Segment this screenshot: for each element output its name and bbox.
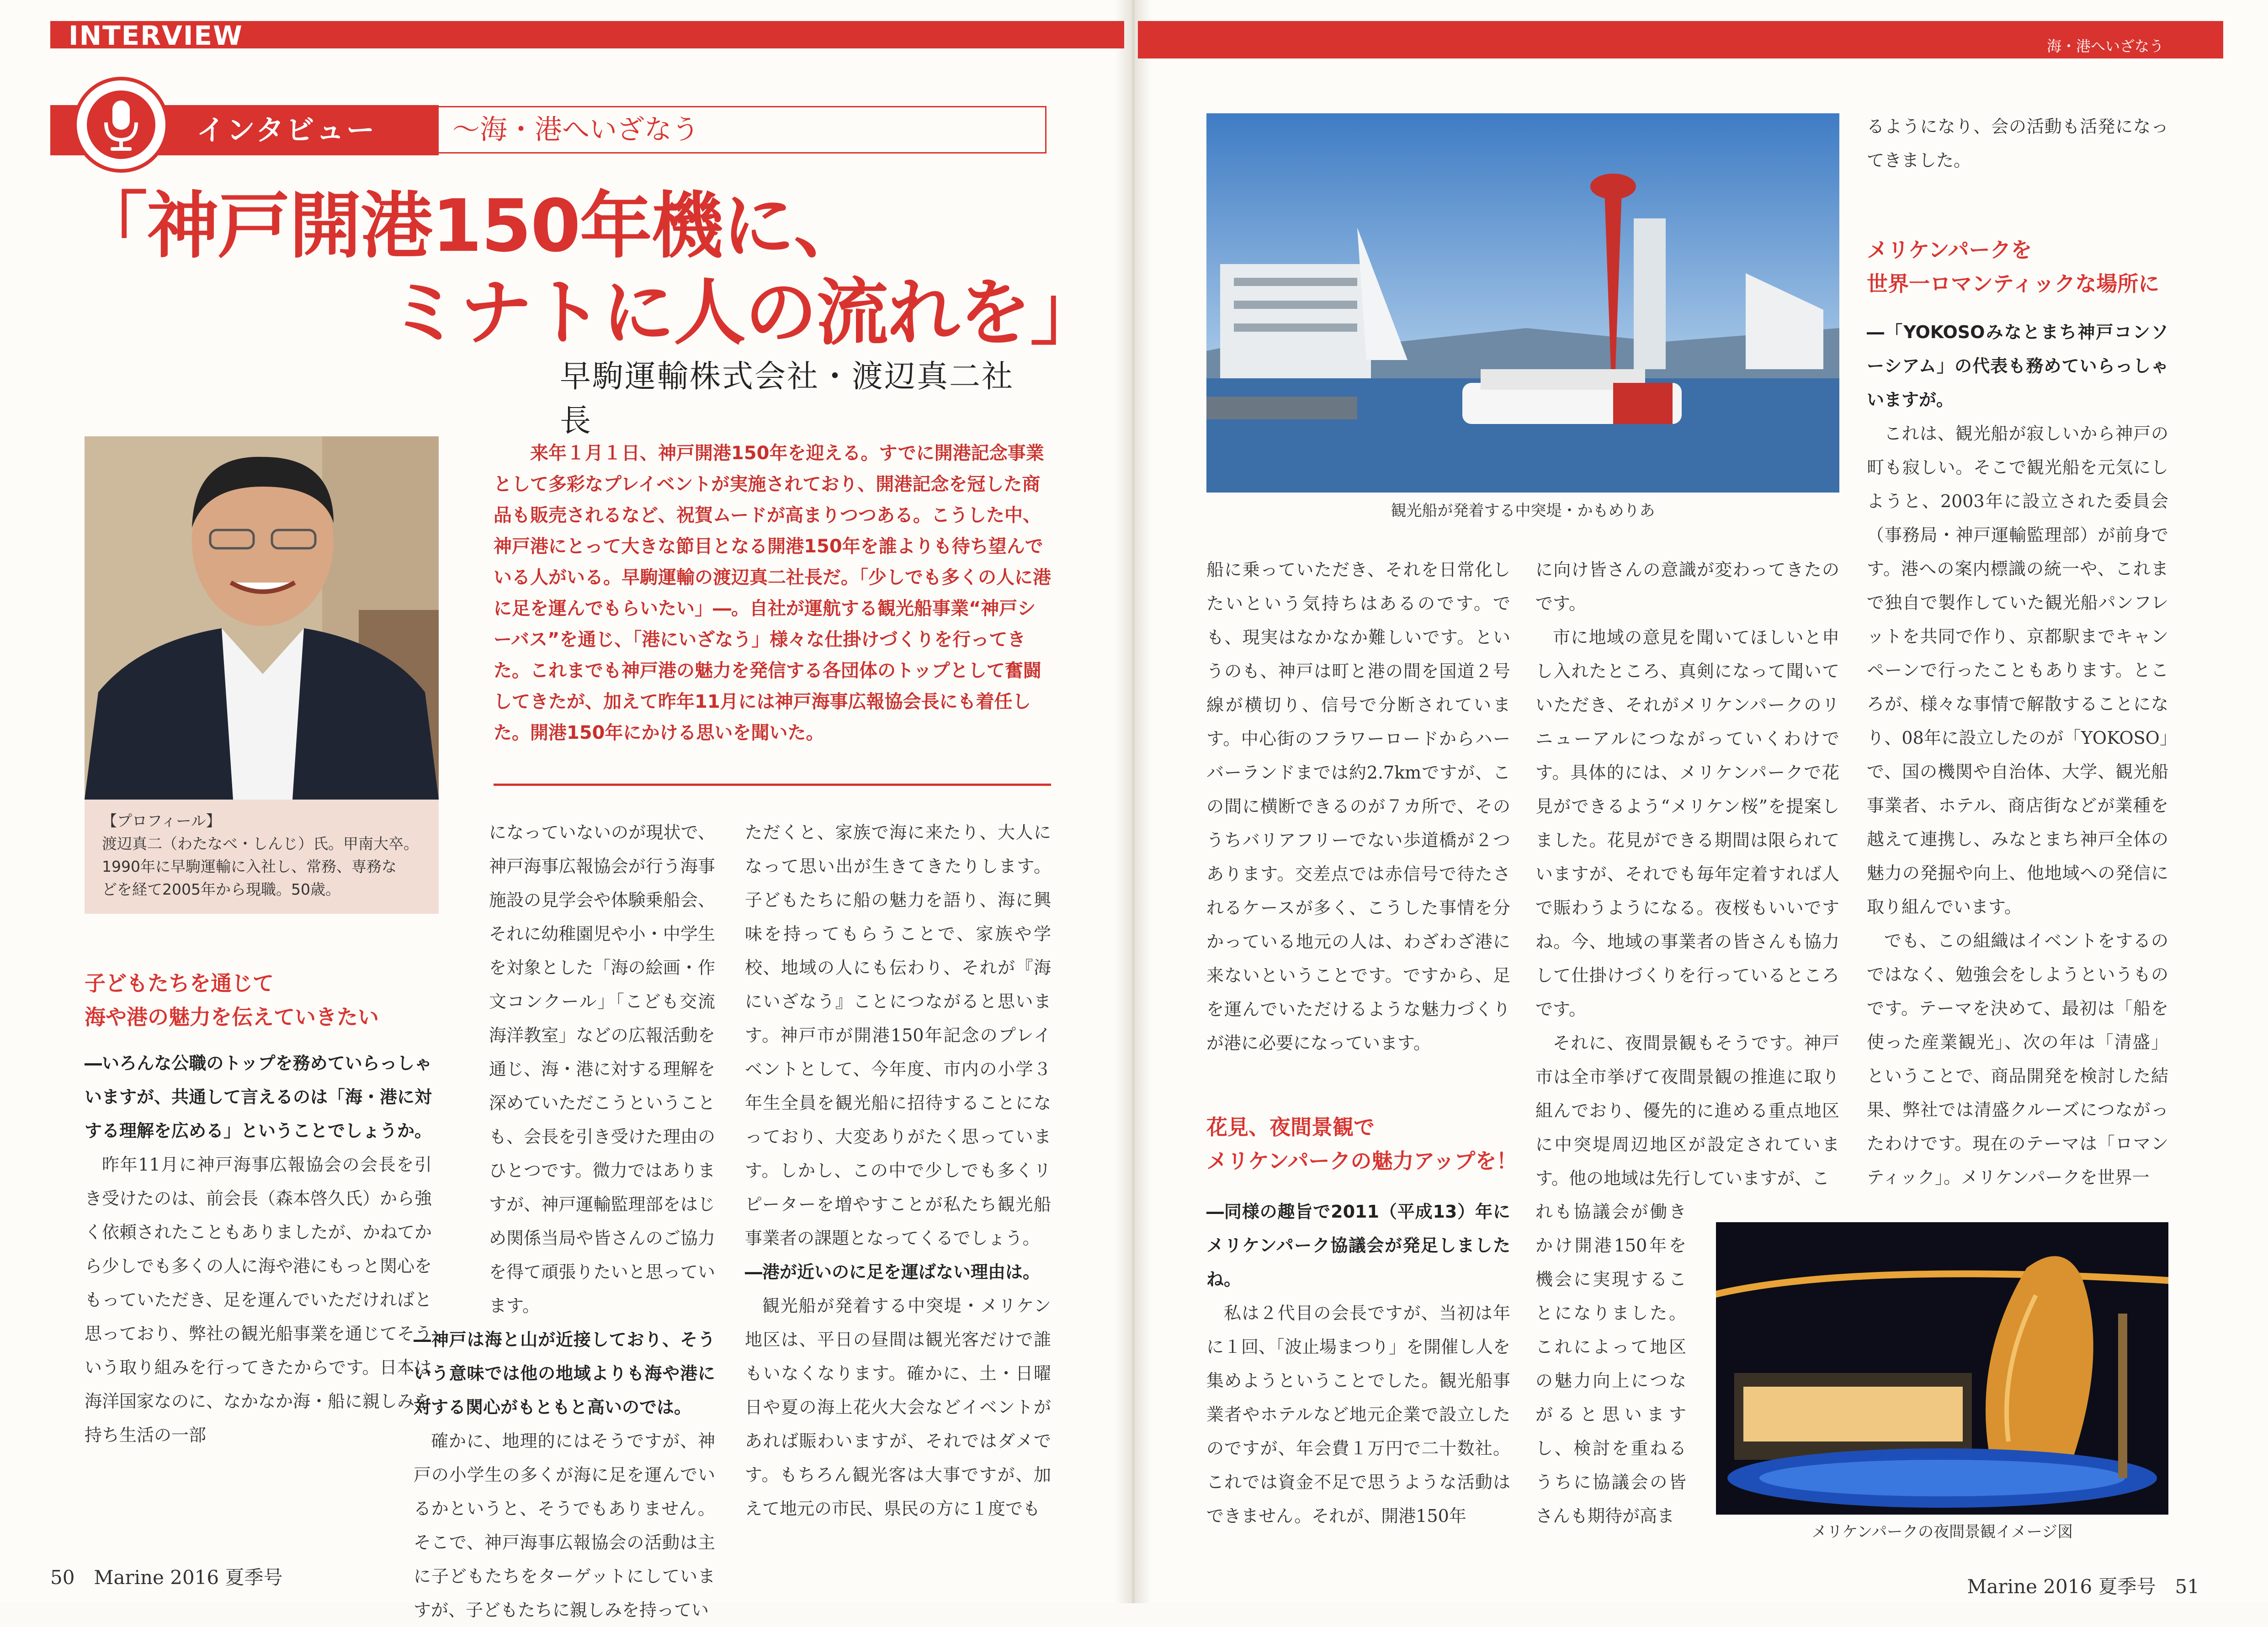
body-column-2 <box>414 816 715 1627</box>
right-header-tag: 海・港へいざなう <box>2046 37 2164 55</box>
section-heading-line: 子どもたちを通じて <box>85 971 274 996</box>
body-column-4 <box>1206 553 1510 1060</box>
body-column-3 <box>745 816 1051 1526</box>
question: ―神戸は海と山が近接しており、そういう意味では他の地域よりも海や港に対する関心がもともと高いのでは。 <box>414 1330 715 1417</box>
section-header-bar <box>50 20 1124 51</box>
answer: になっていないのが現状で、神戸海事広報協会が行う海事施設の見学会や体験乗船会、それに幼稚園児や小・中学生を対象とした「海の絵画・作文コンクール」「こども交流海洋教室」などの広報活動を通じ、海・港に対する理解を深めていただこうということも、会長を引き受けた理由のひとつです。微力ではありますが、神戸運輸監理部をはじめ関係当局や皆さんのご協力を得て頑張りたいと思っています。 <box>489 822 715 1316</box>
photo-caption-2: メリケンパークの夜間景観イメージ図 <box>1811 1523 2073 1541</box>
section-heading-line: 海や港の魅力を伝えていきたい <box>85 1005 379 1029</box>
profile-line: どを経て2005年から現職。50歳。 <box>102 880 340 898</box>
answer: 昨年11月に神戸海事広報協会の会長を引き受けたのは、前会長（森本啓久氏）から強く依頼されたこともありましたが、かねてから少しでも多くの人に海や港にもっと関心をもっていただき、足を運んでいただければと思っており、弊社の観光船事業を通じてそういう取り組みを行ってきたからです。日本は海洋国家なのに、なかなか海・船に親しみを持ち生活の一部 <box>85 1155 432 1445</box>
answer: 市に地域の意見を聞いてほしいと申し入れたところ、真剣になって聞いていただき、それがメリケンパークのリニューアルにつながっていくわけです。具体的には、メリケンパークで花見ができるよう“メリケン桜”を提案しました。花見ができる期間は限られていますが、それでも毎年定着すれば人で賑わうようになる。夜桜もいいですね。今、地域の事業者の皆さんも協力して仕掛けづくりを行っているところです。 <box>1535 627 1839 1019</box>
kobe-port-photo <box>1206 113 1839 493</box>
section-label: INTERVIEW <box>69 20 244 51</box>
section-heading-line: 世界一ロマンティックな場所に <box>1867 271 2160 296</box>
folio-left: 50 Marine 2016 夏季号 <box>50 1566 283 1589</box>
microphone-icon <box>73 77 169 173</box>
question: ―港が近いのに足を運ばない理由は。 <box>745 1262 1041 1282</box>
question: ―いろんな公職のトップを務めていらっしゃいますが、共通して言えるのは「海・港に対する理解を広める」ということでしょうか。 <box>85 1053 432 1141</box>
body-column-4b <box>1206 1195 1510 1533</box>
section-heading-line: 花見、夜間景観で <box>1206 1115 1375 1139</box>
answer: ただくと、家族で海に来たり、大人になって思い出が生きてきたりします。子どもたちに船の魅力を語り、海に興味を持ってもらうことで、家族や学校、地域の人にも伝わり、それが『海にいざなう』ことにつながると思います。神戸市が開港150年記念のプレイベントとして、今年度、市内の小学３年生全員を観光船に招待することになっており、大変ありがたく思っています。しかし、この中で少しでも多くリピーターを増やすことが私たち観光船事業者の課題となってくるでしょう。 <box>745 822 1051 1248</box>
profile-line: 1990年に早駒運輸に入社し、常務、専務な <box>102 858 397 875</box>
body-column-6a <box>1867 110 2168 177</box>
body-column-5 <box>1535 553 1839 1195</box>
lead-divider <box>494 784 1051 786</box>
headline-line-1: 「神戸開港150年機に、 <box>75 184 865 268</box>
body-column-5b <box>1535 1195 1686 1533</box>
answer: 観光船が発着する中突堤・メリケン地区は、平日の昼間は観光客だけで誰もいなくなります。確かに、土・日曜日や夏の海上花火大会などイベントがあれば賑わいますが、それではダメです。もちろん観光客は大事ですが、加えて地元の市民、県民の方に１度でも <box>745 1296 1051 1519</box>
answer: でも、この組織はイベントをするのではなく、勉強会をしようというものです。テーマを決めて、最初は「船を使った産業観光」、次の年は「清盛」ということで、商品開発を検討した結果、弊社では清盛クルーズにつながったわけです。現在のテーマは「ロマンティック」。メリケンパークを世界一 <box>1867 931 2168 1187</box>
profile-title: 【プロフィール】 <box>102 812 221 830</box>
profile-box <box>85 800 439 914</box>
section-heading-1 <box>85 966 432 1034</box>
answer: に向け皆さんの意識が変わってきたのです。 <box>1535 560 1839 614</box>
question: ―同様の趣旨で2011（平成13）年にメリケンパーク協議会が発足しましたね。 <box>1206 1202 1510 1289</box>
answer: それに、夜間景観もそうです。神戸市は全市挙げて夜間景観の推進に取り組んでおり、優先的に進める重点地区に中突堤周辺地区が設定されています。他の地域は先行していますが、こ <box>1535 1033 1839 1188</box>
answer: るようになり、会の活動も活発になってきました。 <box>1867 117 2168 170</box>
photo-caption-1: 観光船が発着する中突堤・かもめりあ <box>1391 502 1655 520</box>
page-gutter <box>1115 0 1152 1603</box>
body-column-1 <box>85 1046 432 1452</box>
folio-right: Marine 2016 夏季号 51 <box>1967 1575 2199 1598</box>
answer: 確かに、地理的にはそうですが、神戸の小学生の多くが海に足を運んでいるかというと、そうでもありません。そこで、神戸海事広報協会の活動は主に子どもたちをターゲットにしていますが、子どもたちに親しみを持ってい <box>414 1431 715 1620</box>
category-label: インタビュー <box>197 113 377 147</box>
answer: 私は２代目の会長ですが、当初は年に１回、「波止場まつり」を開催し人を集めようということでした。観光船事業者やホテルなど地元企業で設立したのですが、年会費１万円で二十数社。これでは資金不足で思うような活動はできません。それが、開港150年 <box>1206 1303 1511 1526</box>
series-subtitle: 〜海・港へいざなう <box>452 114 699 146</box>
answer: れも協議会が働きかけ開港150年を機会に実現することになりました。これによって地区の魅力向上につながると思いますし、検討を重ねるうちに協議会の皆さんも期待が高ま <box>1535 1202 1686 1526</box>
profile-line: 渡辺真二（わたなべ・しんじ）氏。甲南大卒。 <box>102 835 419 853</box>
section-heading-line: メリケンパークを <box>1867 238 2032 262</box>
meriken-park-night-photo <box>1716 1222 2168 1515</box>
lead-paragraph: 来年１月１日、神戸開港150年を迎える。すでに開港記念事業として多彩なプレイベントが実施されており、開港記念を冠した商品も販売されるなど、祝賀ムードが高まりつつある。こうした中、神戸港にとって大きな節目となる開港150年を誰よりも待ち望んでいる人がいる。早駒運輸の渡辺真二社長だ。「少しでも多くの人に港に足を運んでもらいたい」―。自社が運航する観光船事業“神戸シーバス”を通じ、「港にいざなう」様々な仕掛けづくりを行ってきた。これまでも神戸港の魅力を発信する各団体のトップとして奮闘してきたが、加えて昨年11月には神戸海事広報協会長にも着任した。開港150年にかける思いを聞いた。 <box>494 443 1051 743</box>
answer: 船に乗っていただき、それを日常化したいという気持ちはあるのです。でも、現実はなかなか難しいです。というのも、神戸は町と港の間を国道２号線が横切り、信号で分断されています。中心街のフラワーロードからハーバーランドまでは約2.7kmですが、この間に横断できるのが７カ所で、そのうちバリアフリーでない歩道橋が２つあります。交差点では赤信号で待たされるケースが多く、こうした事情を分かっている地元の人は、わざわざ港に来ないということです。ですから、足を運んでいただけるような魅力づくりが港に必要になっています。 <box>1206 560 1510 1053</box>
body-column-6 <box>1867 315 2168 1194</box>
section-heading-line: メリケンパークの魅力アップを！ <box>1206 1149 1518 1173</box>
section-heading-2 <box>1206 1110 1526 1178</box>
interviewee-byline: 早駒運輸株式会社・渡辺真二社長 <box>560 359 1014 439</box>
right-header-bar <box>1138 21 2223 58</box>
interviewee-portrait <box>85 436 439 800</box>
answer: これは、観光船が寂しいから神戸の町も寂しい。そこで観光船を元気にしようと、2003年に設立された委員会（事務局・神戸運輸監理部）が前身です。港への案内標識の統一や、これまで独自で製作していた観光船パンフレットを共同で作り、京都駅までキャンペーンで行ったこともあります。ところが、様々な事情で解散することになり、08年に設立したのが「YOKOSO」で、国の機関や自治体、大学、観光船事業者、ホテル、商店街などが業種を越えて連携し、みなとまち神戸全体の魅力の発掘や向上、他地域への発信に取り組んでいます。 <box>1867 424 2168 917</box>
section-heading-3 <box>1867 233 2178 301</box>
headline-line-2: ミナトに人の流れを」 <box>388 271 1101 355</box>
question: ―「YOKOSOみなとまち神戸コンソーシアム」の代表も務めていらっしゃいますが。 <box>1867 322 2168 410</box>
